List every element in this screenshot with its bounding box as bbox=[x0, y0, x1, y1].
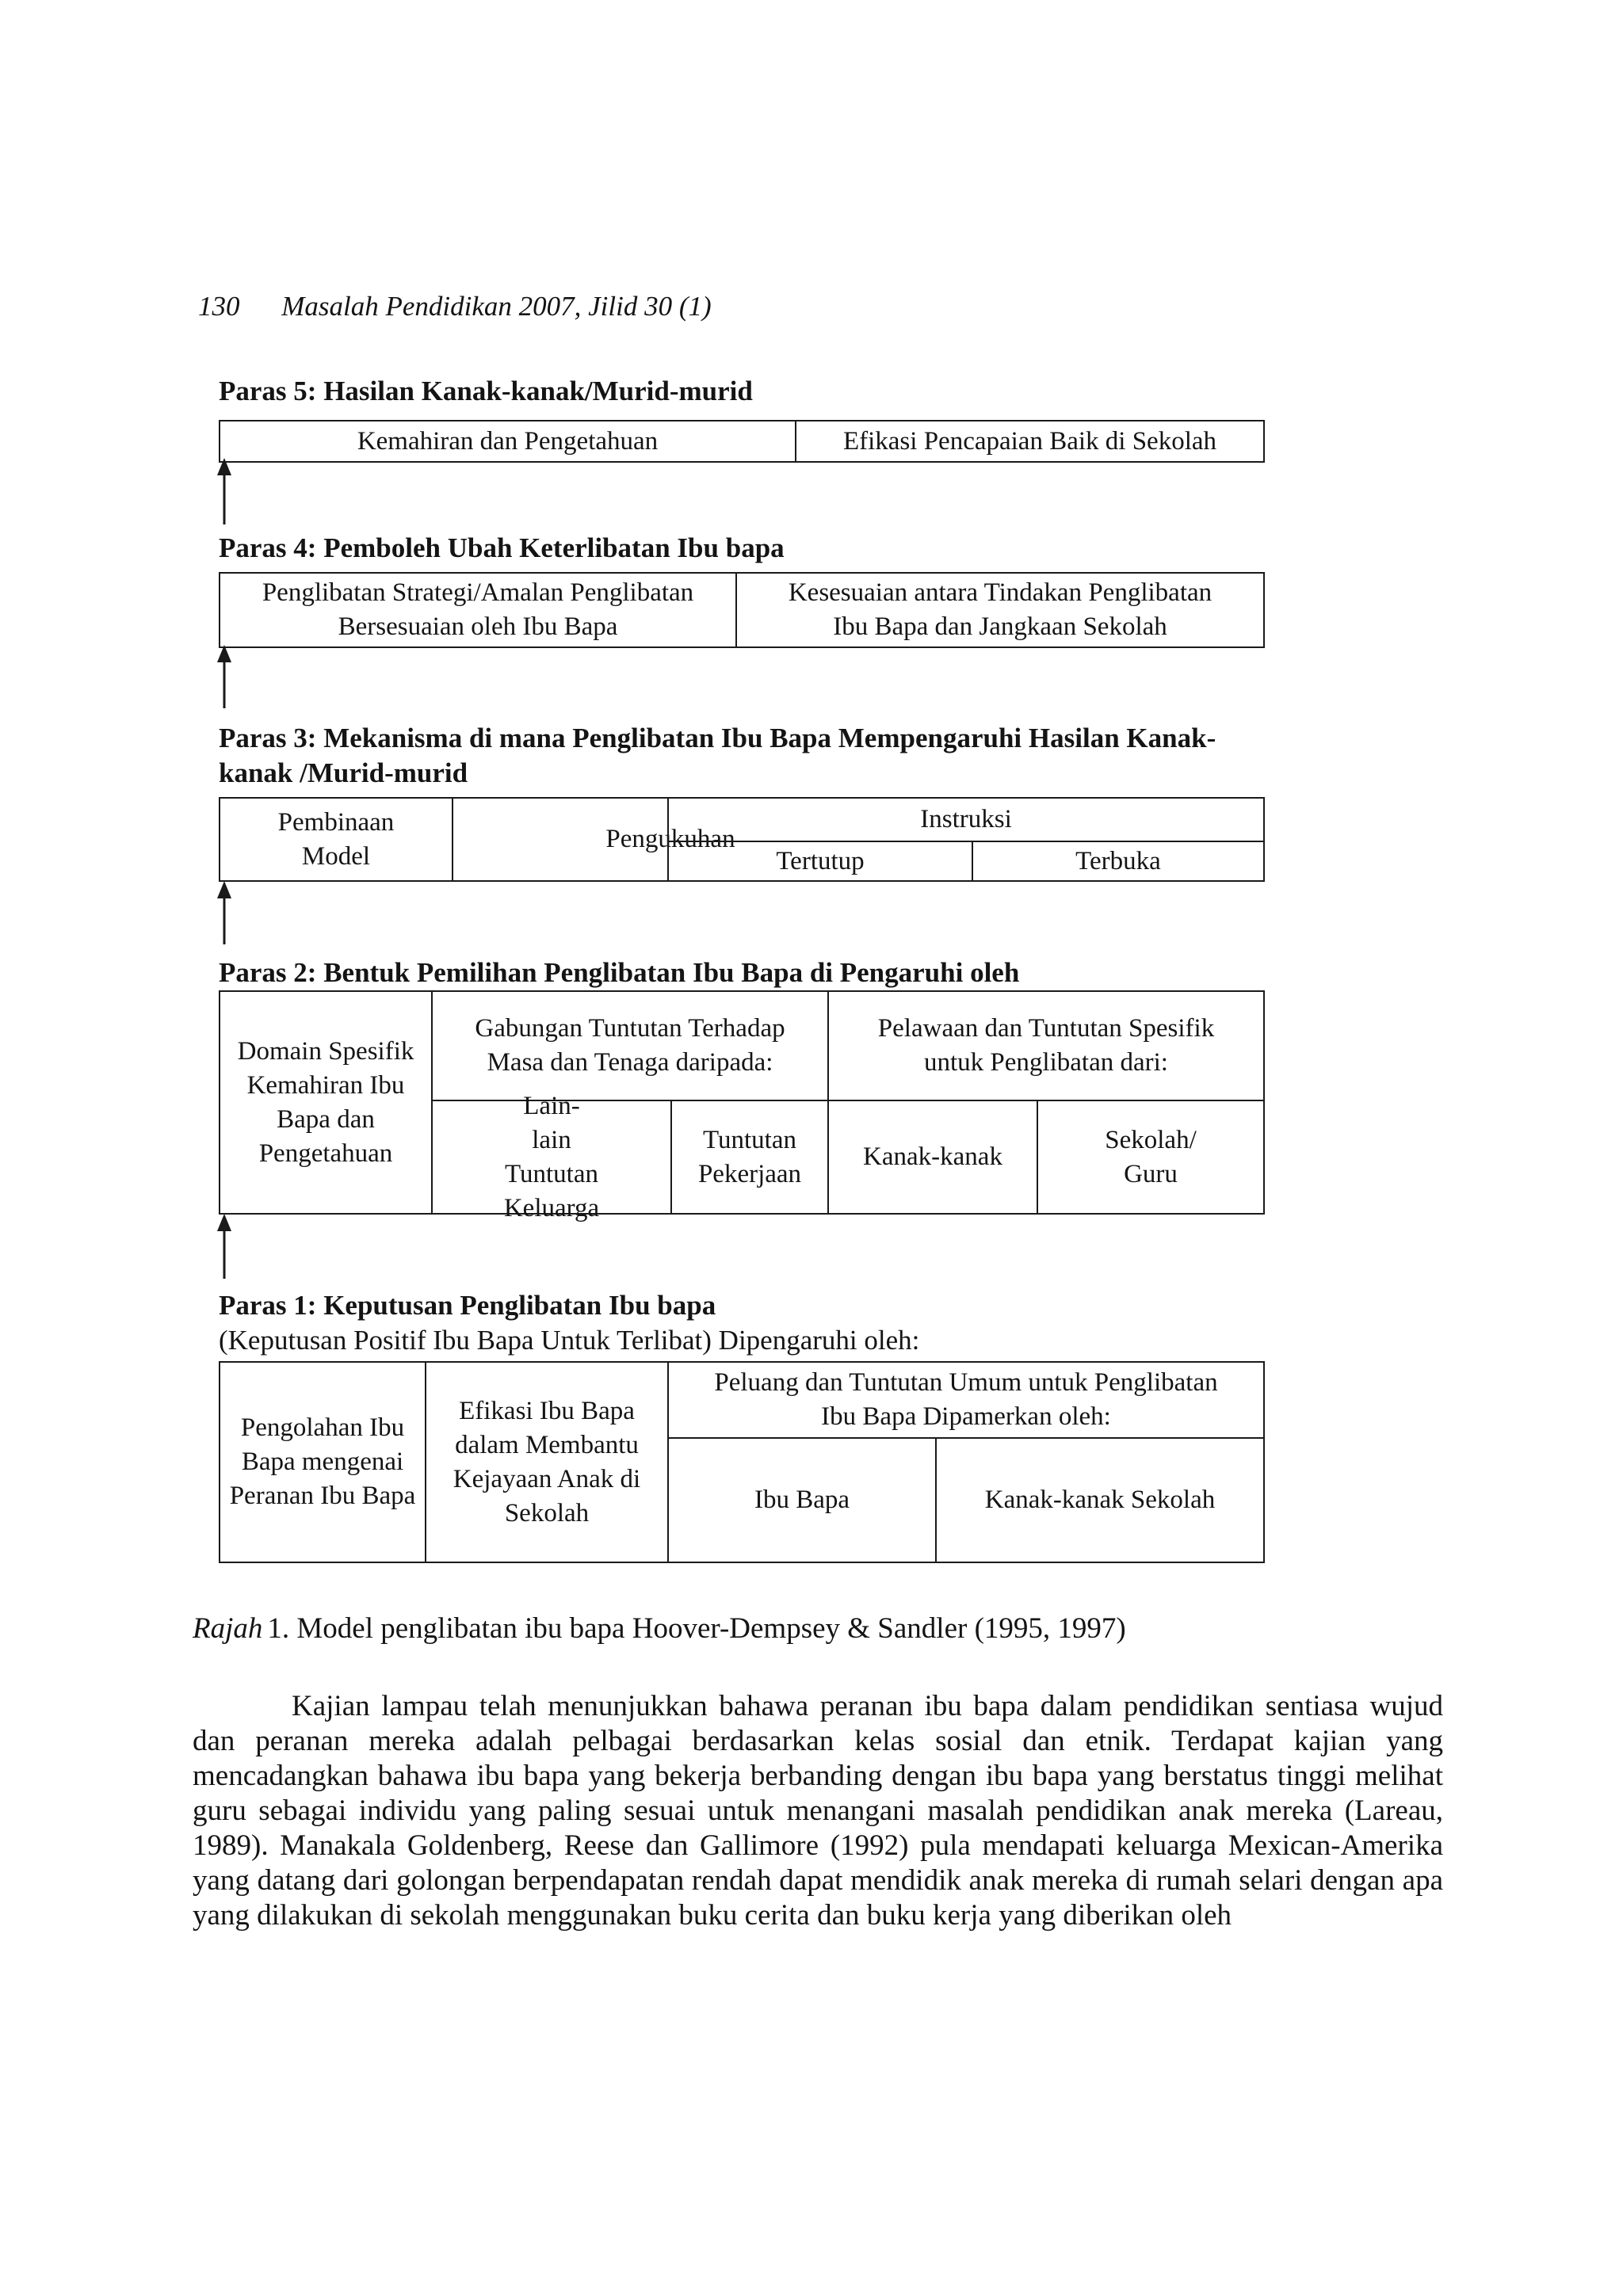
level4-cell-fit: Kesesuaian antara Tindakan Penglibatan Ibu Bapa dan Jangkaan Sekolah bbox=[788, 578, 1212, 641]
level2-cell-work: Tuntutan Pekerjaan bbox=[697, 1125, 802, 1188]
journal-title: Masalah Pendidikan 2007, Jilid 30 (1) bbox=[281, 291, 712, 322]
level1-subheading: (Keputusan Positif Ibu Bapa Untuk Terlibat) Dipengaruhi oleh: bbox=[219, 1325, 920, 1356]
level2-box bbox=[219, 990, 1265, 1222]
level1-cell-efficacy: Efikasi Ibu Bapa dalam Membantu Kejayaan Anak di Sekolah bbox=[453, 1396, 641, 1527]
level5-cell-efficacy: Efikasi Pencapaian Baik di Sekolah bbox=[842, 426, 1217, 456]
level3-cell-instruction: Instruksi bbox=[920, 805, 1012, 833]
caption-label: Rajah bbox=[193, 1612, 263, 1645]
level2-heading: Paras 2: Bentuk Pemilihan Penglibatan Ibu Bapa di Pengaruhi oleh bbox=[219, 957, 1020, 988]
level5-cell-skills: Kemahiran dan Pengetahuan bbox=[357, 426, 659, 456]
page-number: 130 bbox=[198, 291, 240, 322]
level3-cell-open: Terbuka bbox=[1075, 846, 1161, 875]
level1-heading: Paras 1: Keputusan Penglibatan Ibu bapa bbox=[219, 1290, 716, 1321]
level4-cell-strategies: Penglibatan Strategi/Amalan Penglibatan Bersesuaian oleh Ibu Bapa bbox=[262, 578, 694, 641]
level1-box bbox=[219, 1361, 1265, 1563]
level4-heading: Paras 4: Pemboleh Ubah Keterlibatan Ibu bapa bbox=[219, 532, 785, 563]
paragraph: Kajian lampau telah menunjukkan bahawa peranan ibu bapa dalam pendidikan sentiasa wujud dan peranan mereka adalah pelbagai berdasarkan kelas sosial dan etnik. Terdapat kajian yang mencadangkan bahawa ibu bapa yang bekerja berbanding dengan ibu bapa yang berstatus tinggi melihat guru sebagai individu yang paling sesuai untuk menangani masalah pendidikan anak mereka (Lareau, 1989). Manakala Goldenberg, Reese dan Gallimore (1992) pula mendapati keluarga Mexican-Amerika yang datang dari golongan berpendapatan rendah dapat mendidik anak mereka di rumah selari dengan apa yang dilakukan di sekolah menggunakan buku cerita dan buku kerja yang diberikan oleh bbox=[193, 1690, 1443, 1932]
level3-cell-modelling: Pembinaan Model bbox=[277, 807, 395, 871]
level2-cell-family: Lain-lain Tuntutan Keluarga bbox=[503, 1091, 600, 1222]
level3-heading-line1: Paras 3: Mekanisma di mana Penglibatan Ibu Bapa Mempengaruhi Hasilan Kanak- bbox=[219, 723, 1216, 753]
level2-cell-mix-demands: Gabungan Tuntutan Terhadap Masa dan Tenaga daripada: bbox=[475, 1014, 785, 1077]
up-arrow-icon bbox=[214, 645, 235, 708]
level5-box bbox=[219, 420, 1265, 463]
level3-cell-reinforcement: Pengukuhan bbox=[605, 825, 735, 853]
level2-cell-invitations: Pelawaan dan Tuntutan Spesifik untuk Penglibatan dari: bbox=[877, 1014, 1215, 1077]
level4-box bbox=[219, 572, 1265, 648]
level1-cell-role: Pengolahan Ibu Bapa mengenai Peranan Ibu Bapa bbox=[229, 1413, 416, 1510]
level1-cell-parents: Ibu Bapa bbox=[754, 1486, 850, 1514]
caption-text: 1. Model penglibatan ibu bapa Hoover-Dempsey & Sandler (1995, 1997) bbox=[267, 1612, 1126, 1645]
level1-cell-school-children: Kanak-kanak Sekolah bbox=[984, 1486, 1216, 1514]
level3-cell-closed: Tertutup bbox=[776, 846, 865, 875]
level5-heading: Paras 5: Hasilan Kanak-kanak/Murid-murid bbox=[219, 376, 753, 406]
level2-cell-school: Sekolah/ Guru bbox=[1105, 1125, 1197, 1188]
up-arrow-icon bbox=[214, 458, 235, 524]
level2-cell-domain: Domain Spesifik Kemahiran Ibu Bapa dan Pengetahuan bbox=[237, 1036, 414, 1168]
up-arrow-icon bbox=[214, 1214, 235, 1279]
running-header bbox=[198, 291, 712, 322]
figure-caption bbox=[193, 1611, 1126, 1646]
up-arrow-icon bbox=[214, 881, 235, 944]
body-text bbox=[193, 1689, 1443, 1933]
level3-heading-line2: kanak /Murid-murid bbox=[219, 757, 468, 788]
level1-cell-opportunities: Peluang dan Tuntutan Umum untuk Penglibatan Ibu Bapa Dipamerkan oleh: bbox=[714, 1368, 1218, 1431]
level3-box bbox=[219, 797, 1265, 882]
level2-cell-child: Kanak-kanak bbox=[863, 1142, 1002, 1171]
